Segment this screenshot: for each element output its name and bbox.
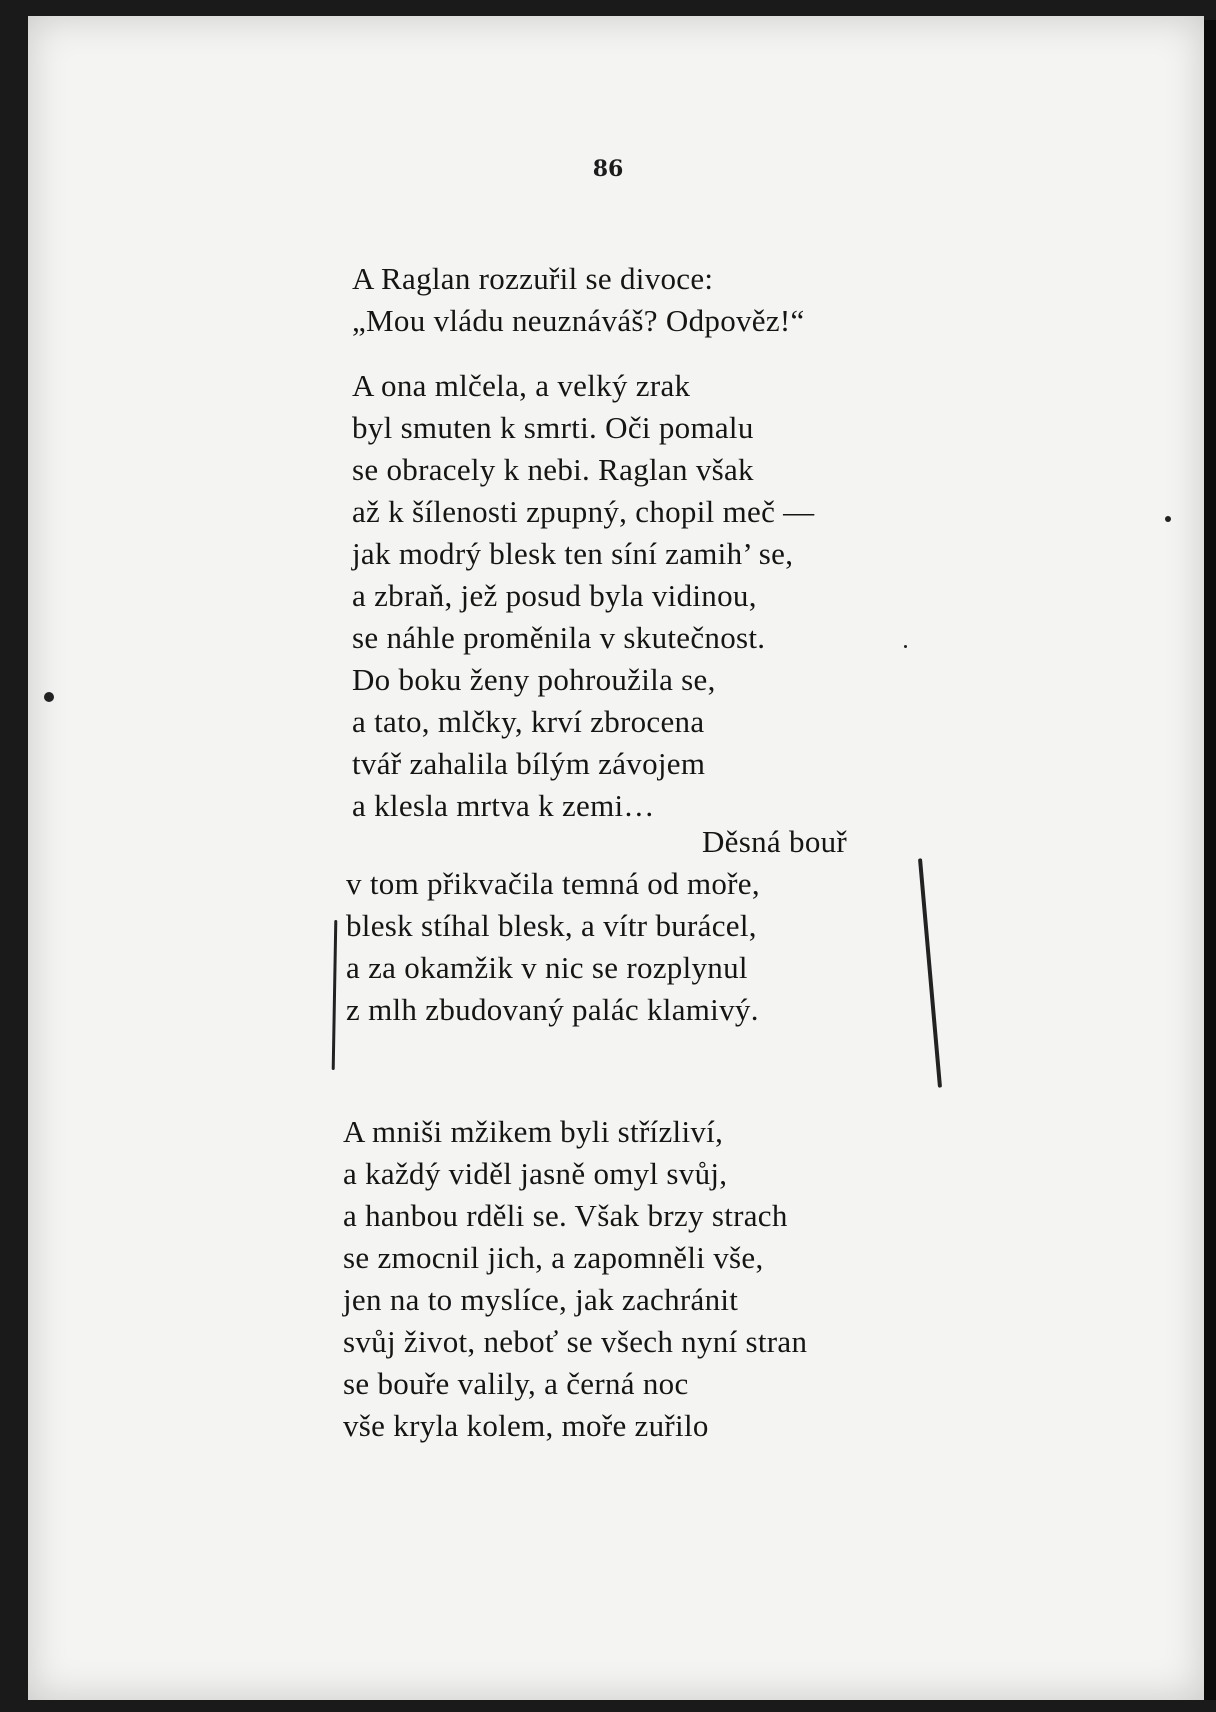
page-number: 86 — [592, 156, 624, 182]
verse-line: jak modrý blesk ten síní zamih’ se, — [352, 536, 794, 571]
verse-line: A Raglan rozzuřil se divoce: — [352, 261, 714, 296]
verse-line: až k šílenosti zpupný, chopil meč — — [352, 494, 815, 529]
verse-line: tvář zahalila bílým závojem — [352, 746, 706, 781]
verse-line: a zbraň, jež posud byla vidinou, — [352, 578, 757, 613]
page-edge-shadow — [1204, 20, 1216, 1700]
stanza-4 — [343, 1111, 807, 1447]
verse-line: a za okamžik v nic se rozplynul — [346, 950, 748, 985]
stanza-1 — [352, 258, 805, 342]
verse-line: a tato, mlčky, krví zbrocena — [352, 704, 705, 739]
ink-speck — [44, 692, 54, 702]
verse-line: svůj život, neboť se všech nyní stran — [343, 1324, 808, 1359]
verse-line: se zmocnil jich, a zapomněli vše, — [343, 1240, 764, 1275]
verse-line: vše kryla kolem, moře zuřilo — [343, 1408, 709, 1443]
verse-line: a hanbou rděli se. Však brzy strach — [343, 1198, 788, 1233]
verse-line: byl smuten k smrti. Oči pomalu — [352, 410, 754, 445]
stanza-3 — [346, 824, 848, 1031]
verse-line: se obracely k nebi. Raglan však — [352, 452, 754, 487]
verse-line: z mlh zbudovaný palác klamivý. — [346, 992, 759, 1027]
verse-line: jen na to myslíce, jak zachránit — [343, 1282, 739, 1317]
verse-line: „Mou vládu neuznáváš? Odpověz!“ — [352, 303, 805, 338]
ink-speck — [904, 645, 907, 648]
verse-line: Do boku ženy pohroužila se, — [352, 662, 716, 697]
ink-speck — [1165, 516, 1171, 522]
verse-line: a klesla mrtva k zemi… — [352, 788, 655, 823]
verse-line: a každý viděl jasně omyl svůj, — [343, 1156, 728, 1191]
stanza-2 — [352, 365, 814, 827]
verse-line: v tom přikvačila temná od moře, — [346, 866, 760, 901]
verse-line: A ona mlčela, a velký zrak — [352, 368, 691, 403]
verse-line: se náhle proměnila v skutečnost. — [352, 620, 766, 655]
verse-line: blesk stíhal blesk, a vítr burácel, — [346, 908, 757, 943]
verse-line: se bouře valily, a černá noc — [343, 1366, 689, 1401]
verse-line: A mniši mžikem byli střízliví, — [343, 1114, 724, 1149]
verse-line-indented: Děsná bouř — [702, 824, 848, 859]
